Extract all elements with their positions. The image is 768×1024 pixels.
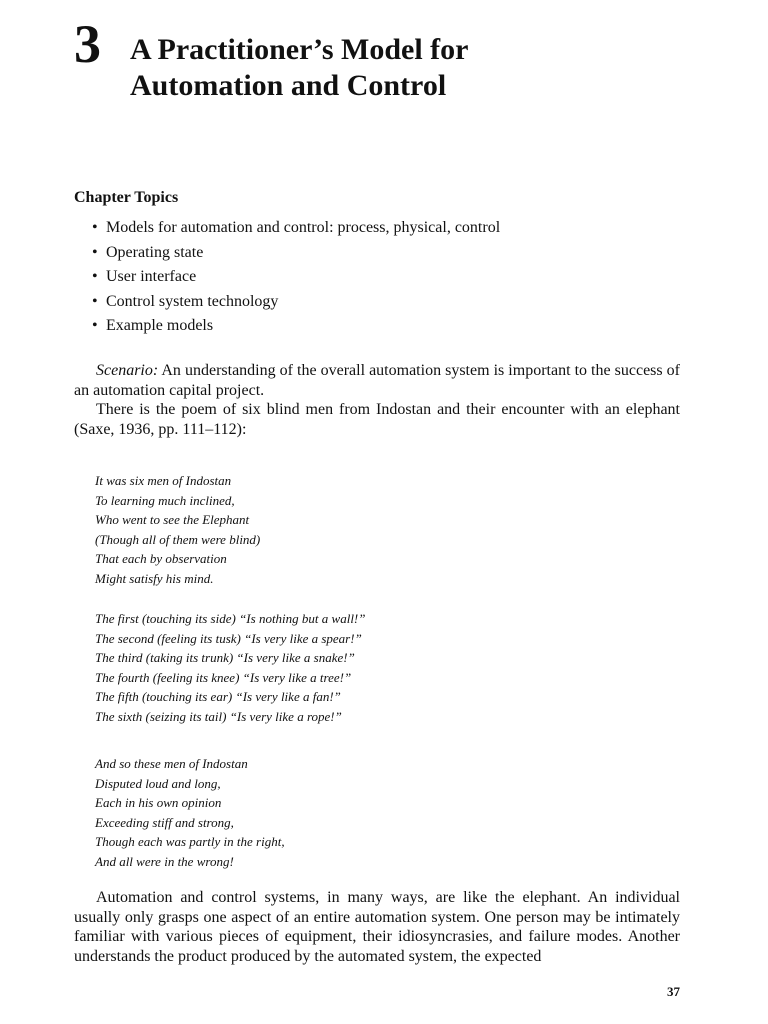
poem-line: (Though all of them were blind) bbox=[95, 531, 261, 547]
poem-line: It was six men of Indostan bbox=[95, 473, 232, 488]
poem-line: The fourth (feeling its knee) “Is very like a tree!” bbox=[95, 669, 352, 685]
chapter-topics-list bbox=[92, 216, 500, 339]
poem-stanza bbox=[95, 754, 285, 872]
chapter-title bbox=[130, 32, 468, 104]
poem-line: Who went to see the Elephant bbox=[95, 512, 250, 528]
topic-item: • Models for automation and control: process, physical, control bbox=[92, 216, 500, 241]
poem-line: The second (feeling its tusk) “Is very like a spear!” bbox=[95, 630, 362, 646]
scenario-text: An understanding of the overall automation system is important to the success of an automation capital project. bbox=[74, 362, 680, 399]
page-number: 37 bbox=[667, 984, 680, 999]
poem-line: And all were in the wrong! bbox=[95, 853, 234, 869]
poem-line: That each by observation bbox=[95, 551, 227, 567]
poem-line: Might satisfy his mind. bbox=[95, 570, 214, 586]
topic-item: • User interface bbox=[92, 265, 500, 290]
chapter-title-line: Automation and Control bbox=[130, 69, 447, 102]
closing-section bbox=[74, 888, 680, 966]
chapter-title-line: A Practitioner’s Model for bbox=[130, 33, 469, 66]
poem-line: The third (taking its trunk) “Is very like a snake!” bbox=[95, 650, 355, 666]
scenario-paragraph bbox=[74, 361, 680, 400]
poem-line: Each in his own opinion bbox=[95, 795, 222, 811]
poem-line: Though each was partly in the right, bbox=[95, 834, 285, 850]
scenario-section bbox=[74, 361, 680, 439]
topic-item: • Operating state bbox=[92, 241, 500, 266]
poem-line: To learning much inclined, bbox=[95, 492, 235, 508]
topic-item: • Control system technology bbox=[92, 290, 500, 315]
scenario-label: Scenario: bbox=[96, 362, 159, 379]
poem-line: The first (touching its side) “Is nothing but a wall!” bbox=[95, 611, 366, 626]
chapter-topics-heading: Chapter Topics bbox=[74, 189, 179, 206]
poem-line: Disputed loud and long, bbox=[95, 775, 221, 791]
poem-stanza bbox=[95, 609, 366, 727]
poem-line: The fifth (touching its ear) “Is very like a fan!” bbox=[95, 689, 341, 705]
closing-paragraph: Automation and control systems, in many ways, are like the elephant. An individual usually only grasps one aspect of an entire automation system. One person may be intimately familiar with various pieces of equipment, their idiosyncrasies, and failure modes. Another understands the product produced by the automated system, the expected bbox=[74, 889, 680, 965]
poem-stanza bbox=[95, 471, 260, 589]
poem-line: The sixth (seizing its tail) “Is very like a rope!” bbox=[95, 708, 342, 724]
topic-item: • Example models bbox=[92, 314, 500, 339]
chapter-number: 3 bbox=[74, 14, 101, 74]
poem-line: Exceeding stiff and strong, bbox=[95, 814, 234, 830]
poem-line: And so these men of Indostan bbox=[95, 756, 248, 771]
poem-intro-paragraph: There is the poem of six blind men from Indostan and their encounter with an elephant (Saxe, 1936, pp. 111–112): bbox=[74, 401, 680, 438]
